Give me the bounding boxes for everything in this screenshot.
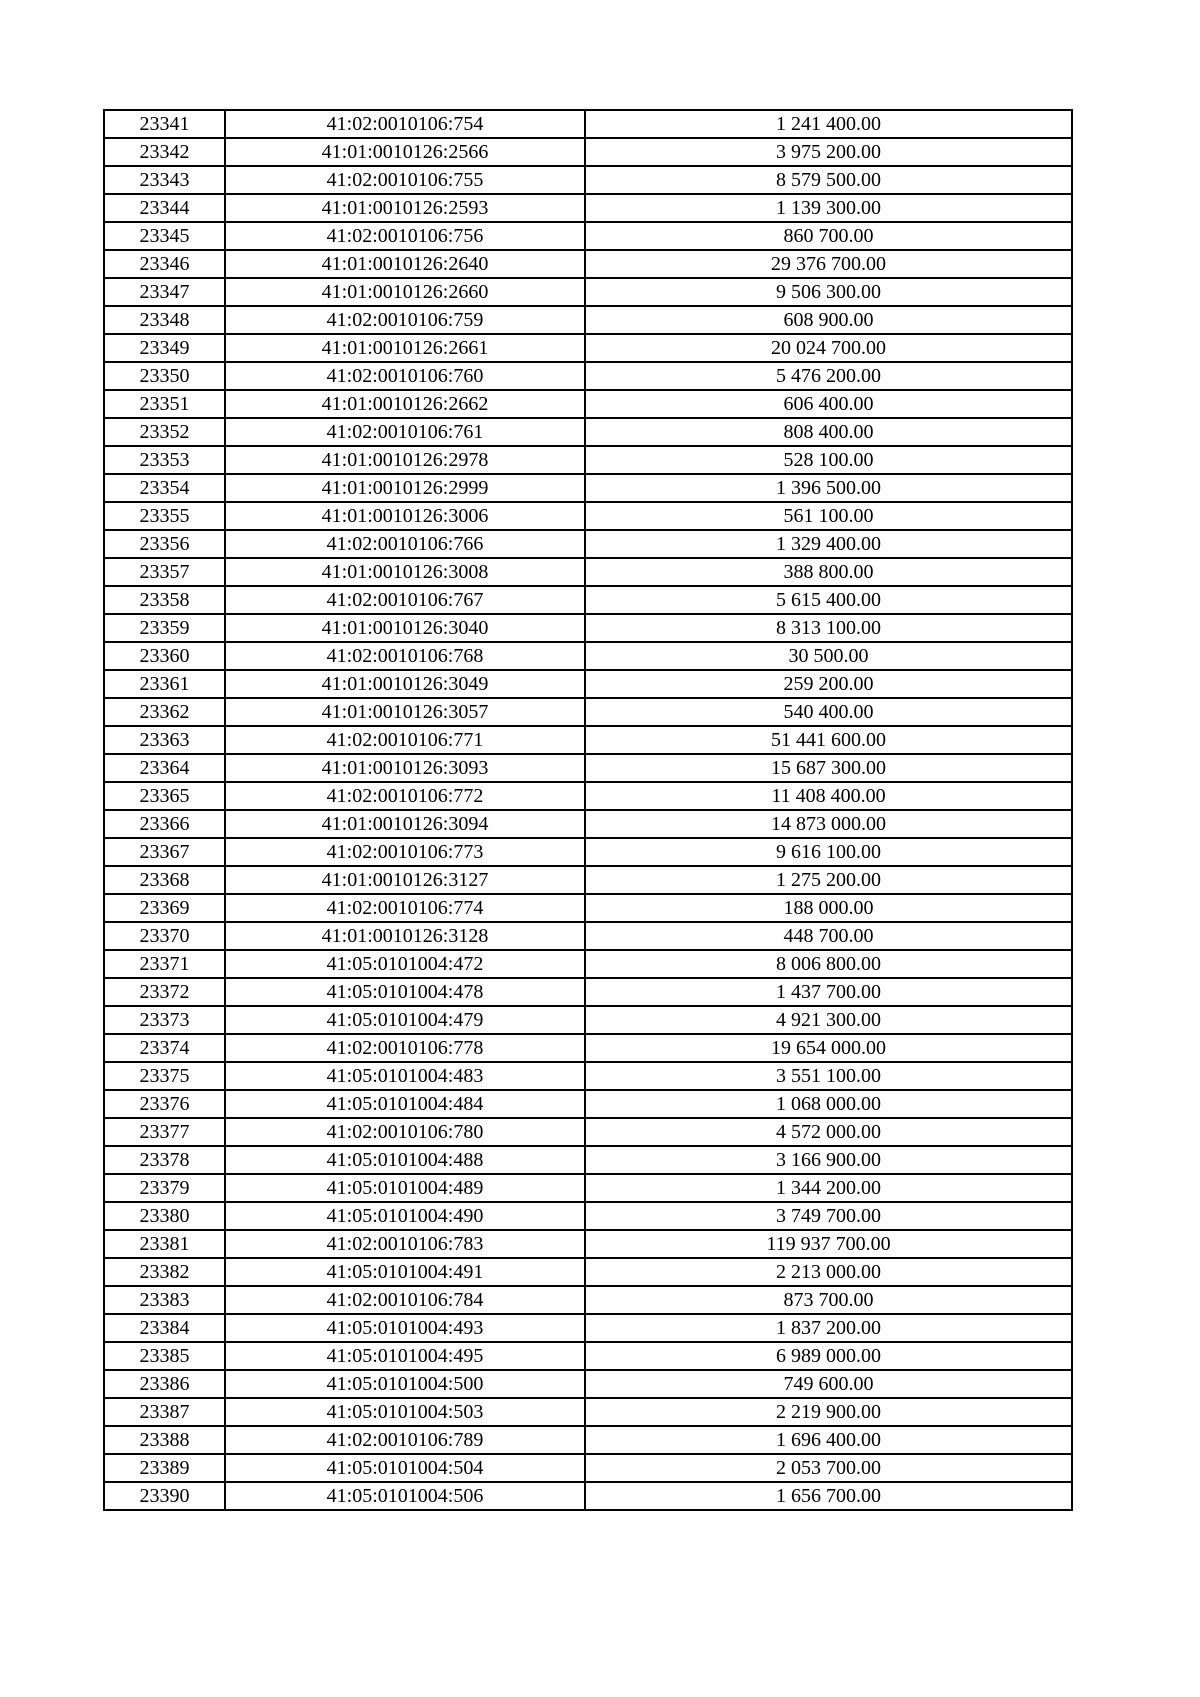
cadastral-value-cell: 1 656 700.00 [585, 1482, 1072, 1510]
row-number-cell: 23368 [104, 866, 225, 894]
cadastral-value-cell: 8 579 500.00 [585, 166, 1072, 194]
table-row [104, 222, 1072, 250]
cadastral-number-cell: 41:01:0010126:3006 [225, 502, 585, 530]
cadastral-value-cell: 1 344 200.00 [585, 1174, 1072, 1202]
row-number-cell: 23369 [104, 894, 225, 922]
table-row [104, 1482, 1072, 1510]
table-row [104, 110, 1072, 138]
row-number-cell: 23345 [104, 222, 225, 250]
row-number-cell: 23350 [104, 362, 225, 390]
table-row [104, 1370, 1072, 1398]
row-number-cell: 23377 [104, 1118, 225, 1146]
table-row [104, 138, 1072, 166]
cadastral-number-cell: 41:02:0010106:766 [225, 530, 585, 558]
row-number-cell: 23364 [104, 754, 225, 782]
table-row [104, 586, 1072, 614]
cadastral-value-cell: 3 551 100.00 [585, 1062, 1072, 1090]
row-number-cell: 23355 [104, 502, 225, 530]
cadastral-value-cell: 1 275 200.00 [585, 866, 1072, 894]
table-row [104, 1230, 1072, 1258]
cadastral-value-cell: 4 572 000.00 [585, 1118, 1072, 1146]
cadastral-number-cell: 41:01:0010126:3127 [225, 866, 585, 894]
row-number-cell: 23365 [104, 782, 225, 810]
table-row [104, 670, 1072, 698]
table-row [104, 810, 1072, 838]
cadastral-value-cell: 1 837 200.00 [585, 1314, 1072, 1342]
cadastral-value-cell: 1 437 700.00 [585, 978, 1072, 1006]
cadastral-value-cell: 119 937 700.00 [585, 1230, 1072, 1258]
cadastral-value-cell: 860 700.00 [585, 222, 1072, 250]
cadastral-value-cell: 749 600.00 [585, 1370, 1072, 1398]
cadastral-value-cell: 1 696 400.00 [585, 1426, 1072, 1454]
table-row [104, 1426, 1072, 1454]
cadastral-number-cell: 41:02:0010106:771 [225, 726, 585, 754]
cadastral-number-cell: 41:01:0010126:3049 [225, 670, 585, 698]
cadastral-number-cell: 41:02:0010106:780 [225, 1118, 585, 1146]
table-row [104, 922, 1072, 950]
cadastral-value-cell: 9 616 100.00 [585, 838, 1072, 866]
row-number-cell: 23382 [104, 1258, 225, 1286]
table-row [104, 726, 1072, 754]
table-row [104, 838, 1072, 866]
row-number-cell: 23363 [104, 726, 225, 754]
cadastral-value-cell: 20 024 700.00 [585, 334, 1072, 362]
cadastral-number-cell: 41:02:0010106:761 [225, 418, 585, 446]
row-number-cell: 23342 [104, 138, 225, 166]
cadastral-number-cell: 41:01:0010126:2660 [225, 278, 585, 306]
row-number-cell: 23352 [104, 418, 225, 446]
table-row [104, 446, 1072, 474]
table-row [104, 1034, 1072, 1062]
cadastral-number-cell: 41:02:0010106:773 [225, 838, 585, 866]
row-number-cell: 23390 [104, 1482, 225, 1510]
cadastral-number-cell: 41:01:0010126:2978 [225, 446, 585, 474]
table-row [104, 1118, 1072, 1146]
table-row [104, 530, 1072, 558]
cadastral-number-cell: 41:05:0101004:490 [225, 1202, 585, 1230]
table-row [104, 1258, 1072, 1286]
row-number-cell: 23379 [104, 1174, 225, 1202]
table-row [104, 558, 1072, 586]
cadastral-number-cell: 41:05:0101004:493 [225, 1314, 585, 1342]
cadastral-value-cell: 188 000.00 [585, 894, 1072, 922]
row-number-cell: 23367 [104, 838, 225, 866]
row-number-cell: 23343 [104, 166, 225, 194]
cadastral-value-cell: 9 506 300.00 [585, 278, 1072, 306]
cadastral-value-cell: 3 975 200.00 [585, 138, 1072, 166]
cadastral-number-cell: 41:02:0010106:772 [225, 782, 585, 810]
row-number-cell: 23385 [104, 1342, 225, 1370]
cadastral-value-cell: 19 654 000.00 [585, 1034, 1072, 1062]
table-row [104, 866, 1072, 894]
cadastral-number-cell: 41:01:0010126:2662 [225, 390, 585, 418]
cadastral-value-cell: 1 068 000.00 [585, 1090, 1072, 1118]
table-row [104, 1174, 1072, 1202]
table-row [104, 1006, 1072, 1034]
cadastral-value-cell: 2 053 700.00 [585, 1454, 1072, 1482]
cadastral-number-cell: 41:02:0010106:778 [225, 1034, 585, 1062]
cadastral-number-cell: 41:01:0010126:3057 [225, 698, 585, 726]
cadastral-number-cell: 41:02:0010106:774 [225, 894, 585, 922]
row-number-cell: 23356 [104, 530, 225, 558]
cadastral-value-cell: 1 139 300.00 [585, 194, 1072, 222]
cadastral-value-cell: 808 400.00 [585, 418, 1072, 446]
cadastral-value-cell: 1 396 500.00 [585, 474, 1072, 502]
cadastral-value-cell: 30 500.00 [585, 642, 1072, 670]
table-row [104, 194, 1072, 222]
table-row [104, 1286, 1072, 1314]
table-row [104, 1202, 1072, 1230]
cadastral-number-cell: 41:05:0101004:478 [225, 978, 585, 1006]
cadastral-number-cell: 41:02:0010106:768 [225, 642, 585, 670]
cadastral-value-cell: 873 700.00 [585, 1286, 1072, 1314]
table-row [104, 1342, 1072, 1370]
row-number-cell: 23351 [104, 390, 225, 418]
table-row [104, 278, 1072, 306]
row-number-cell: 23383 [104, 1286, 225, 1314]
cadastral-value-table [103, 109, 1073, 1511]
cadastral-number-cell: 41:05:0101004:489 [225, 1174, 585, 1202]
cadastral-number-cell: 41:01:0010126:3128 [225, 922, 585, 950]
row-number-cell: 23386 [104, 1370, 225, 1398]
cadastral-value-cell: 8 006 800.00 [585, 950, 1072, 978]
cadastral-value-cell: 1 329 400.00 [585, 530, 1072, 558]
table-row [104, 1146, 1072, 1174]
row-number-cell: 23372 [104, 978, 225, 1006]
row-number-cell: 23354 [104, 474, 225, 502]
table-row [104, 950, 1072, 978]
cadastral-value-cell: 2 219 900.00 [585, 1398, 1072, 1426]
cadastral-value-cell: 14 873 000.00 [585, 810, 1072, 838]
cadastral-value-cell: 388 800.00 [585, 558, 1072, 586]
cadastral-number-cell: 41:02:0010106:759 [225, 306, 585, 334]
table-row [104, 1062, 1072, 1090]
row-number-cell: 23344 [104, 194, 225, 222]
cadastral-number-cell: 41:05:0101004:484 [225, 1090, 585, 1118]
cadastral-value-cell: 528 100.00 [585, 446, 1072, 474]
table-row [104, 250, 1072, 278]
cadastral-number-cell: 41:05:0101004:500 [225, 1370, 585, 1398]
row-number-cell: 23362 [104, 698, 225, 726]
table-row [104, 502, 1072, 530]
row-number-cell: 23353 [104, 446, 225, 474]
table-row [104, 754, 1072, 782]
cadastral-value-cell: 8 313 100.00 [585, 614, 1072, 642]
row-number-cell: 23346 [104, 250, 225, 278]
row-number-cell: 23376 [104, 1090, 225, 1118]
row-number-cell: 23374 [104, 1034, 225, 1062]
row-number-cell: 23381 [104, 1230, 225, 1258]
cadastral-number-cell: 41:02:0010106:789 [225, 1426, 585, 1454]
row-number-cell: 23387 [104, 1398, 225, 1426]
row-number-cell: 23375 [104, 1062, 225, 1090]
table-row [104, 1314, 1072, 1342]
cadastral-number-cell: 41:01:0010126:2593 [225, 194, 585, 222]
row-number-cell: 23389 [104, 1454, 225, 1482]
table-row [104, 978, 1072, 1006]
table-row [104, 166, 1072, 194]
cadastral-number-cell: 41:05:0101004:503 [225, 1398, 585, 1426]
row-number-cell: 23347 [104, 278, 225, 306]
row-number-cell: 23388 [104, 1426, 225, 1454]
cadastral-value-cell: 3 749 700.00 [585, 1202, 1072, 1230]
row-number-cell: 23358 [104, 586, 225, 614]
cadastral-number-cell: 41:01:0010126:2640 [225, 250, 585, 278]
cadastral-value-cell: 259 200.00 [585, 670, 1072, 698]
row-number-cell: 23378 [104, 1146, 225, 1174]
row-number-cell: 23366 [104, 810, 225, 838]
table-row [104, 614, 1072, 642]
cadastral-number-cell: 41:05:0101004:504 [225, 1454, 585, 1482]
table-row [104, 334, 1072, 362]
row-number-cell: 23380 [104, 1202, 225, 1230]
row-number-cell: 23370 [104, 922, 225, 950]
table-row [104, 306, 1072, 334]
cadastral-number-cell: 41:05:0101004:495 [225, 1342, 585, 1370]
cadastral-value-cell: 2 213 000.00 [585, 1258, 1072, 1286]
table-row [104, 642, 1072, 670]
table-row [104, 698, 1072, 726]
row-number-cell: 23357 [104, 558, 225, 586]
cadastral-value-cell: 540 400.00 [585, 698, 1072, 726]
cadastral-number-cell: 41:05:0101004:472 [225, 950, 585, 978]
cadastral-value-cell: 608 900.00 [585, 306, 1072, 334]
table-row [104, 390, 1072, 418]
cadastral-value-cell: 4 921 300.00 [585, 1006, 1072, 1034]
cadastral-value-cell: 6 989 000.00 [585, 1342, 1072, 1370]
cadastral-number-cell: 41:01:0010126:3040 [225, 614, 585, 642]
cadastral-number-cell: 41:02:0010106:767 [225, 586, 585, 614]
cadastral-value-cell: 561 100.00 [585, 502, 1072, 530]
table-row [104, 894, 1072, 922]
cadastral-number-cell: 41:05:0101004:491 [225, 1258, 585, 1286]
cadastral-value-cell: 29 376 700.00 [585, 250, 1072, 278]
row-number-cell: 23348 [104, 306, 225, 334]
cadastral-number-cell: 41:02:0010106:760 [225, 362, 585, 390]
cadastral-value-cell: 606 400.00 [585, 390, 1072, 418]
row-number-cell: 23349 [104, 334, 225, 362]
table-row [104, 1398, 1072, 1426]
cadastral-value-cell: 3 166 900.00 [585, 1146, 1072, 1174]
cadastral-number-cell: 41:01:0010126:2661 [225, 334, 585, 362]
cadastral-number-cell: 41:02:0010106:756 [225, 222, 585, 250]
cadastral-value-cell: 448 700.00 [585, 922, 1072, 950]
row-number-cell: 23373 [104, 1006, 225, 1034]
cadastral-number-cell: 41:05:0101004:483 [225, 1062, 585, 1090]
cadastral-number-cell: 41:05:0101004:506 [225, 1482, 585, 1510]
table-row [104, 782, 1072, 810]
table-body [104, 110, 1072, 1510]
cadastral-number-cell: 41:02:0010106:784 [225, 1286, 585, 1314]
cadastral-number-cell: 41:02:0010106:755 [225, 166, 585, 194]
cadastral-number-cell: 41:02:0010106:783 [225, 1230, 585, 1258]
cadastral-number-cell: 41:01:0010126:2566 [225, 138, 585, 166]
cadastral-value-cell: 51 441 600.00 [585, 726, 1072, 754]
cadastral-number-cell: 41:01:0010126:3008 [225, 558, 585, 586]
cadastral-value-cell: 1 241 400.00 [585, 110, 1072, 138]
table-row [104, 1090, 1072, 1118]
cadastral-value-cell: 11 408 400.00 [585, 782, 1072, 810]
row-number-cell: 23384 [104, 1314, 225, 1342]
cadastral-number-cell: 41:05:0101004:488 [225, 1146, 585, 1174]
cadastral-number-cell: 41:05:0101004:479 [225, 1006, 585, 1034]
row-number-cell: 23360 [104, 642, 225, 670]
cadastral-value-cell: 5 476 200.00 [585, 362, 1072, 390]
cadastral-value-cell: 15 687 300.00 [585, 754, 1072, 782]
table-row [104, 1454, 1072, 1482]
row-number-cell: 23341 [104, 110, 225, 138]
row-number-cell: 23361 [104, 670, 225, 698]
table-row [104, 474, 1072, 502]
table-row [104, 418, 1072, 446]
row-number-cell: 23371 [104, 950, 225, 978]
row-number-cell: 23359 [104, 614, 225, 642]
cadastral-number-cell: 41:02:0010106:754 [225, 110, 585, 138]
cadastral-number-cell: 41:01:0010126:3094 [225, 810, 585, 838]
cadastral-value-cell: 5 615 400.00 [585, 586, 1072, 614]
cadastral-number-cell: 41:01:0010126:3093 [225, 754, 585, 782]
table-row [104, 362, 1072, 390]
cadastral-number-cell: 41:01:0010126:2999 [225, 474, 585, 502]
